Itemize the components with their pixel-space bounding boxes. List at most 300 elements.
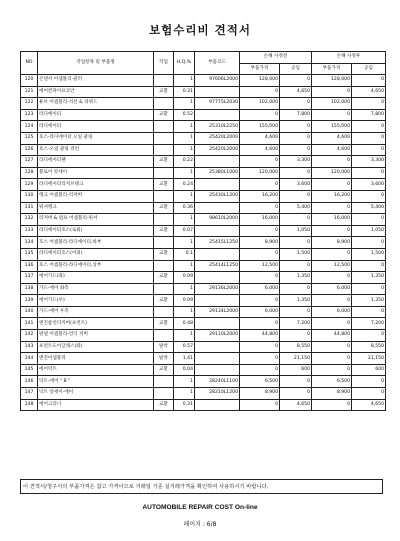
cell-part-price-after: 16,000: [312, 214, 352, 226]
cell-labor-before: 0: [280, 306, 312, 318]
cell-part-price-before: 128,000: [240, 75, 280, 87]
cell-part-price-after: 4,600: [312, 132, 352, 144]
header-item: 작업항목 및 부품명: [38, 52, 154, 75]
cell-hqty: 1: [174, 306, 195, 318]
cell-labor-before: 7,800: [280, 109, 312, 121]
cell-item: 호스-오일 쿨링 리턴: [38, 144, 154, 156]
cell-no: 124: [21, 121, 38, 133]
cell-part-price-after: 12,500: [312, 260, 352, 272]
cell-work: 교환: [154, 399, 174, 411]
cell-part-price-after: 155,000: [312, 121, 352, 133]
cell-no: 144: [21, 353, 38, 365]
cell-work: [154, 306, 174, 318]
cell-work: [154, 190, 174, 202]
cell-work: [154, 330, 174, 342]
cell-no: 120: [21, 75, 38, 87]
cell-hqty: 0.04: [174, 364, 195, 376]
cell-part-price-after: 0: [312, 399, 352, 411]
cell-labor-before: 0: [280, 98, 312, 110]
cell-item: 가드-에어 우측: [38, 306, 154, 318]
cell-labor-before: 0: [280, 75, 312, 87]
cell-part-price-before: 0: [240, 179, 280, 191]
cell-item: 튜브 어셈블리-석션 & 리퀴드: [38, 98, 154, 110]
cell-labor-before: 0: [280, 330, 312, 342]
cell-part-price-before: 0: [240, 86, 280, 98]
cell-labor-before: 1,050: [280, 225, 312, 237]
cell-labor-before: 5,400: [280, 202, 312, 214]
cell-work: 교환: [154, 295, 174, 307]
cell-labor-after: 21,150: [352, 353, 386, 365]
cell-labor-before: 0: [280, 121, 312, 133]
cell-code: 25415L1250: [195, 237, 240, 249]
cell-hqty: 0.31: [174, 399, 195, 411]
cell-code: 29136L2000: [195, 283, 240, 295]
table-row: [21, 214, 386, 226]
cell-part-price-after: 6,000: [312, 306, 352, 318]
cell-no: 128: [21, 167, 38, 179]
cell-work: [154, 75, 174, 87]
cell-work: 교환: [154, 318, 174, 330]
cell-no: 131: [21, 202, 38, 214]
cell-labor-after: 0: [352, 283, 386, 295]
cell-part-price-before: 0: [240, 341, 280, 353]
header-labor-after: 공임: [352, 63, 386, 75]
cell-no: 132: [21, 214, 38, 226]
cell-item: 에어덕트: [38, 364, 154, 376]
cell-code: [195, 86, 240, 98]
cell-labor-after: 0: [352, 167, 386, 179]
cell-work: [154, 214, 174, 226]
cell-part-price-after: 102,000: [312, 98, 352, 110]
cell-work: 교환: [154, 156, 174, 168]
cell-part-price-before: 0: [240, 202, 280, 214]
estimate-table: [20, 51, 386, 411]
cell-code: [195, 248, 240, 260]
cell-labor-before: 1,350: [280, 295, 312, 307]
cell-work: [154, 98, 174, 110]
cell-part-price-before: 8,900: [240, 237, 280, 249]
header-after-adjustment: 손해 사정후: [312, 52, 386, 64]
cell-part-price-before: 16,200: [240, 190, 280, 202]
table-row: [21, 132, 386, 144]
table-row: [21, 179, 386, 191]
cell-labor-after: 1,350: [352, 272, 386, 284]
cell-work: [154, 260, 174, 272]
cell-item: 덕트-에어 " B ": [38, 376, 154, 388]
cell-code: [195, 272, 240, 284]
cell-item: 덕트 앗세이-에어: [38, 388, 154, 400]
cell-code: 25310L2250: [195, 121, 240, 133]
cell-code: [195, 109, 240, 121]
cell-no: 135: [21, 248, 38, 260]
cell-labor-before: 21,150: [280, 353, 312, 365]
cell-code: [195, 202, 240, 214]
cell-code: [195, 295, 240, 307]
table-row: [21, 225, 386, 237]
cell-no: 148: [21, 399, 38, 411]
cell-no: 123: [21, 109, 38, 121]
cell-part-price-after: 0: [312, 156, 352, 168]
cell-part-price-before: 6,000: [240, 283, 280, 295]
table-row: [21, 86, 386, 98]
cell-no: 125: [21, 132, 38, 144]
cell-labor-before: 0: [280, 283, 312, 295]
cell-item: 탱크 어셈블리-리저버: [38, 190, 154, 202]
cell-labor-after: 3,600: [352, 179, 386, 191]
table-row: [21, 295, 386, 307]
cell-item: 라디에이터: [38, 121, 154, 133]
cell-hqty: 1: [174, 260, 195, 272]
cell-work: 교환: [154, 109, 174, 121]
cell-part-price-before: 0: [240, 156, 280, 168]
cell-no: 133: [21, 225, 38, 237]
table-row: [21, 283, 386, 295]
cell-hqty: 0.09: [174, 295, 195, 307]
cell-part-price-after: 0: [312, 109, 352, 121]
table-row: [21, 353, 386, 365]
table-row: [21, 248, 386, 260]
cell-labor-after: 0: [352, 330, 386, 342]
cell-no: 138: [21, 283, 38, 295]
cell-labor-after: 0: [352, 376, 386, 388]
cell-hqty: 0.57: [174, 341, 195, 353]
cell-part-price-before: 6,000: [240, 306, 280, 318]
table-row: [21, 376, 386, 388]
table-row: [21, 341, 386, 353]
cell-part-price-before: 0: [240, 248, 280, 260]
cell-part-price-before: 4,600: [240, 132, 280, 144]
cell-labor-before: 1,350: [280, 272, 312, 284]
cell-labor-after: 600: [352, 364, 386, 376]
cell-part-price-before: 8,900: [240, 388, 280, 400]
cell-part-price-after: 0: [312, 341, 352, 353]
cell-item: 라디에이터호스(어퍼): [38, 248, 154, 260]
cell-code: [195, 156, 240, 168]
cell-code: 98610L2000: [195, 214, 240, 226]
table-row: [21, 364, 386, 376]
footer-brand: AUTOMOBILE REPAIR COST On-line: [142, 504, 258, 511]
cell-part-price-before: 120,000: [240, 167, 280, 179]
table-row: [21, 167, 386, 179]
header-labor-before: 공임: [280, 63, 312, 75]
cell-item: 에어컨파이프코안: [38, 86, 154, 98]
table-row: [21, 388, 386, 400]
table-row: [21, 318, 386, 330]
cell-work: [154, 167, 174, 179]
cell-item: 에어크리너: [38, 399, 154, 411]
cell-labor-before: 0: [280, 167, 312, 179]
cell-labor-after: 4,650: [352, 86, 386, 98]
table-row: [21, 109, 386, 121]
cell-labor-before: 0: [280, 190, 312, 202]
cell-part-price-after: 0: [312, 353, 352, 365]
cell-part-price-before: 0: [240, 109, 280, 121]
cell-item: 가드-에어 좌측: [38, 283, 154, 295]
cell-labor-after: 8,550: [352, 341, 386, 353]
cell-part-price-before: 0: [240, 353, 280, 365]
cell-labor-after: 1,350: [352, 295, 386, 307]
cell-work: [154, 388, 174, 400]
page-number: 페이지 : 6/8: [183, 521, 217, 528]
cell-part-price-after: 128,000: [312, 75, 352, 87]
cell-item: 프런트도어글래스(좌): [38, 341, 154, 353]
table-row: [21, 399, 386, 411]
header-part-price-after: 부품가격: [312, 63, 352, 75]
cell-code: 97775L2030: [195, 98, 240, 110]
cell-work: 탈착: [154, 341, 174, 353]
cell-labor-after: 7,800: [352, 109, 386, 121]
cell-part-price-after: 8,900: [312, 237, 352, 249]
cell-code: 25414L1250: [195, 260, 240, 272]
cell-item: 블로어 앗세이: [38, 167, 154, 179]
cell-code: [195, 399, 240, 411]
header-no: NO: [21, 52, 38, 75]
cell-part-price-after: 6,000: [312, 283, 352, 295]
cell-work: 교환: [154, 179, 174, 191]
cell-no: 126: [21, 144, 38, 156]
cell-part-price-after: 120,000: [312, 167, 352, 179]
cell-labor-after: 3,300: [352, 156, 386, 168]
cell-item: 라디에이터리저브탱크: [38, 179, 154, 191]
cell-labor-before: 1,500: [280, 248, 312, 260]
cell-labor-after: 0: [352, 237, 386, 249]
cell-work: 교환: [154, 225, 174, 237]
cell-hqty: 1: [174, 132, 195, 144]
table-row: [21, 156, 386, 168]
cell-part-price-after: 44,800: [312, 330, 352, 342]
cell-labor-before: 600: [280, 364, 312, 376]
table-row: [21, 330, 386, 342]
cell-work: [154, 121, 174, 133]
cell-labor-before: 0: [280, 214, 312, 226]
cell-no: 140: [21, 306, 38, 318]
cell-labor-after: 0: [352, 75, 386, 87]
cell-hqty: 0.24: [174, 179, 195, 191]
cell-part-price-after: 0: [312, 179, 352, 191]
cell-labor-after: 4,650: [352, 399, 386, 411]
cell-hqty: 1: [174, 237, 195, 249]
cell-hqty: 0.36: [174, 202, 195, 214]
cell-labor-after: 0: [352, 190, 386, 202]
cell-part-price-after: 4,600: [312, 144, 352, 156]
cell-item: 라디에이터: [38, 109, 154, 121]
cell-hqty: 1: [174, 144, 195, 156]
cell-no: 139: [21, 295, 38, 307]
table-row: [21, 190, 386, 202]
cell-labor-before: 3,300: [280, 156, 312, 168]
cell-part-price-before: 0: [240, 225, 280, 237]
cell-labor-after: 0: [352, 260, 386, 272]
header-work: 작업: [154, 52, 174, 75]
cell-hqty: 0.52: [174, 109, 195, 121]
cell-item: 에어가드(우): [38, 295, 154, 307]
cell-hqty: 0.09: [174, 272, 195, 284]
cell-hqty: 1: [174, 190, 195, 202]
cell-labor-after: 7,200: [352, 318, 386, 330]
cell-part-price-before: 102,000: [240, 98, 280, 110]
cell-code: 25430L1200: [195, 190, 240, 202]
cell-item: 리저버 & 펌프 어셈블리-워셔: [38, 214, 154, 226]
cell-part-price-after: 0: [312, 272, 352, 284]
cell-part-price-after: 0: [312, 364, 352, 376]
cell-part-price-after: 0: [312, 202, 352, 214]
cell-item: 엔진룸언더커버(프런트): [38, 318, 154, 330]
header-code: 부품코드: [195, 52, 240, 75]
cell-code: 28210L1200: [195, 388, 240, 400]
cell-part-price-before: 0: [240, 399, 280, 411]
cell-work: 교환: [154, 364, 174, 376]
cell-labor-before: 8,550: [280, 341, 312, 353]
cell-hqty: 1: [174, 330, 195, 342]
cell-code: 25420L2000: [195, 144, 240, 156]
cell-part-price-before: 4,600: [240, 144, 280, 156]
cell-work: [154, 144, 174, 156]
cell-code: 29110L2000: [195, 330, 240, 342]
cell-work: 교환: [154, 248, 174, 260]
cell-work: 교환: [154, 202, 174, 214]
cell-part-price-before: 0: [240, 318, 280, 330]
cell-labor-before: 0: [280, 144, 312, 156]
cell-part-price-before: 0: [240, 295, 280, 307]
cell-item: 호스 어셈블리-라디에이터,하부: [38, 237, 154, 249]
cell-part-price-before: 12,500: [240, 260, 280, 272]
cell-no: 127: [21, 156, 38, 168]
cell-work: [154, 237, 174, 249]
cell-no: 129: [21, 179, 38, 191]
header-hqty: H,Q,%: [174, 52, 195, 75]
cell-labor-after: 5,400: [352, 202, 386, 214]
cell-hqty: 1: [174, 167, 195, 179]
table-row: [21, 75, 386, 87]
cell-item: 호스 어셈블리-라디에이터,상부: [38, 260, 154, 272]
cell-part-price-after: 6,500: [312, 376, 352, 388]
cell-item: 라디에이터호스(로워): [38, 225, 154, 237]
cell-item: 앤진어셈블리: [38, 353, 154, 365]
header-part-price-before: 부품가격: [240, 63, 280, 75]
cell-item: 라디에이터팬: [38, 156, 154, 168]
cell-code: 25420L2000: [195, 132, 240, 144]
cell-labor-after: 1,050: [352, 225, 386, 237]
price-disclaimer-note: 이 견적서/청구서의 부품가격은 참고 가격이므로 거래일 기준 실거래가격을 확인하여 사용하시기 바랍니다.: [20, 479, 383, 494]
cell-work: 교환: [154, 272, 174, 284]
cell-labor-after: 0: [352, 388, 386, 400]
cell-labor-before: 3,600: [280, 179, 312, 191]
cell-code: [195, 225, 240, 237]
cell-code: [195, 353, 240, 365]
cell-labor-before: 7,200: [280, 318, 312, 330]
cell-part-price-after: 0: [312, 86, 352, 98]
cell-no: 142: [21, 330, 38, 342]
cell-work: 교환: [154, 86, 174, 98]
cell-part-price-before: 0: [240, 272, 280, 284]
cell-part-price-before: 155,000: [240, 121, 280, 133]
cell-hqty: 1: [174, 376, 195, 388]
cell-item: 콘덴서 어셈블리-쿨러: [38, 75, 154, 87]
cell-no: 137: [21, 272, 38, 284]
cell-part-price-after: 16,200: [312, 190, 352, 202]
header-before-adjustment: 손해 사정전: [240, 52, 312, 64]
cell-hqty: 1: [174, 121, 195, 133]
cell-labor-after: 0: [352, 306, 386, 318]
cell-hqty: 1: [174, 283, 195, 295]
cell-hqty: 1: [174, 98, 195, 110]
cell-labor-after: 0: [352, 214, 386, 226]
cell-part-price-after: 0: [312, 225, 352, 237]
table-row: [21, 98, 386, 110]
cell-labor-after: 0: [352, 144, 386, 156]
cell-code: 97606L2000: [195, 75, 240, 87]
cell-code: [195, 179, 240, 191]
table-row: [21, 202, 386, 214]
cell-part-price-after: 8,900: [312, 388, 352, 400]
cell-work: 탈착: [154, 353, 174, 365]
cell-no: 141: [21, 318, 38, 330]
cell-hqty: 0.1: [174, 248, 195, 260]
document-title: 보험수리비 견적서: [149, 23, 251, 37]
cell-labor-before: 0: [280, 388, 312, 400]
cell-part-price-before: 44,800: [240, 330, 280, 342]
cell-hqty: 0.07: [174, 225, 195, 237]
cell-no: 136: [21, 260, 38, 272]
cell-item: 에어가드(좌): [38, 272, 154, 284]
cell-hqty: 1: [174, 388, 195, 400]
cell-code: [195, 318, 240, 330]
cell-no: 145: [21, 364, 38, 376]
cell-labor-after: 0: [352, 132, 386, 144]
cell-code: [195, 364, 240, 376]
cell-hqty: 1: [174, 75, 195, 87]
cell-no: 147: [21, 388, 38, 400]
table-row: [21, 144, 386, 156]
cell-no: 143: [21, 341, 38, 353]
cell-hqty: 0.31: [174, 86, 195, 98]
cell-code: 29134L2000: [195, 306, 240, 318]
cell-part-price-after: 0: [312, 248, 352, 260]
cell-part-price-after: 0: [312, 318, 352, 330]
cell-labor-before: 4,650: [280, 399, 312, 411]
cell-no: 122: [21, 98, 38, 110]
cell-labor-after: 1,500: [352, 248, 386, 260]
cell-no: 146: [21, 376, 38, 388]
table-row: [21, 260, 386, 272]
cell-code: [195, 341, 240, 353]
cell-labor-before: 4,650: [280, 86, 312, 98]
table-header: [21, 52, 386, 75]
cell-part-price-before: 16,000: [240, 214, 280, 226]
table-row: [21, 237, 386, 249]
cell-work: [154, 283, 174, 295]
table-body: [21, 75, 386, 411]
cell-no: 134: [21, 237, 38, 249]
cell-hqty: 1: [174, 214, 195, 226]
cell-labor-before: 0: [280, 376, 312, 388]
cell-item: 판넬 어셈블리-언더 커버: [38, 330, 154, 342]
cell-labor-before: 0: [280, 260, 312, 272]
cell-code: 25380L1000: [195, 167, 240, 179]
cell-hqty: 0.22: [174, 156, 195, 168]
cell-part-price-before: 6,500: [240, 376, 280, 388]
cell-labor-after: 0: [352, 121, 386, 133]
cell-labor-before: 0: [280, 132, 312, 144]
cell-hqty: 1.41: [174, 353, 195, 365]
table-row: [21, 306, 386, 318]
cell-item: 워셔탱크: [38, 202, 154, 214]
table-row: [21, 121, 386, 133]
cell-work: [154, 132, 174, 144]
cell-work: [154, 376, 174, 388]
cell-code: 28240L1100: [195, 376, 240, 388]
cell-hqty: 0.48: [174, 318, 195, 330]
